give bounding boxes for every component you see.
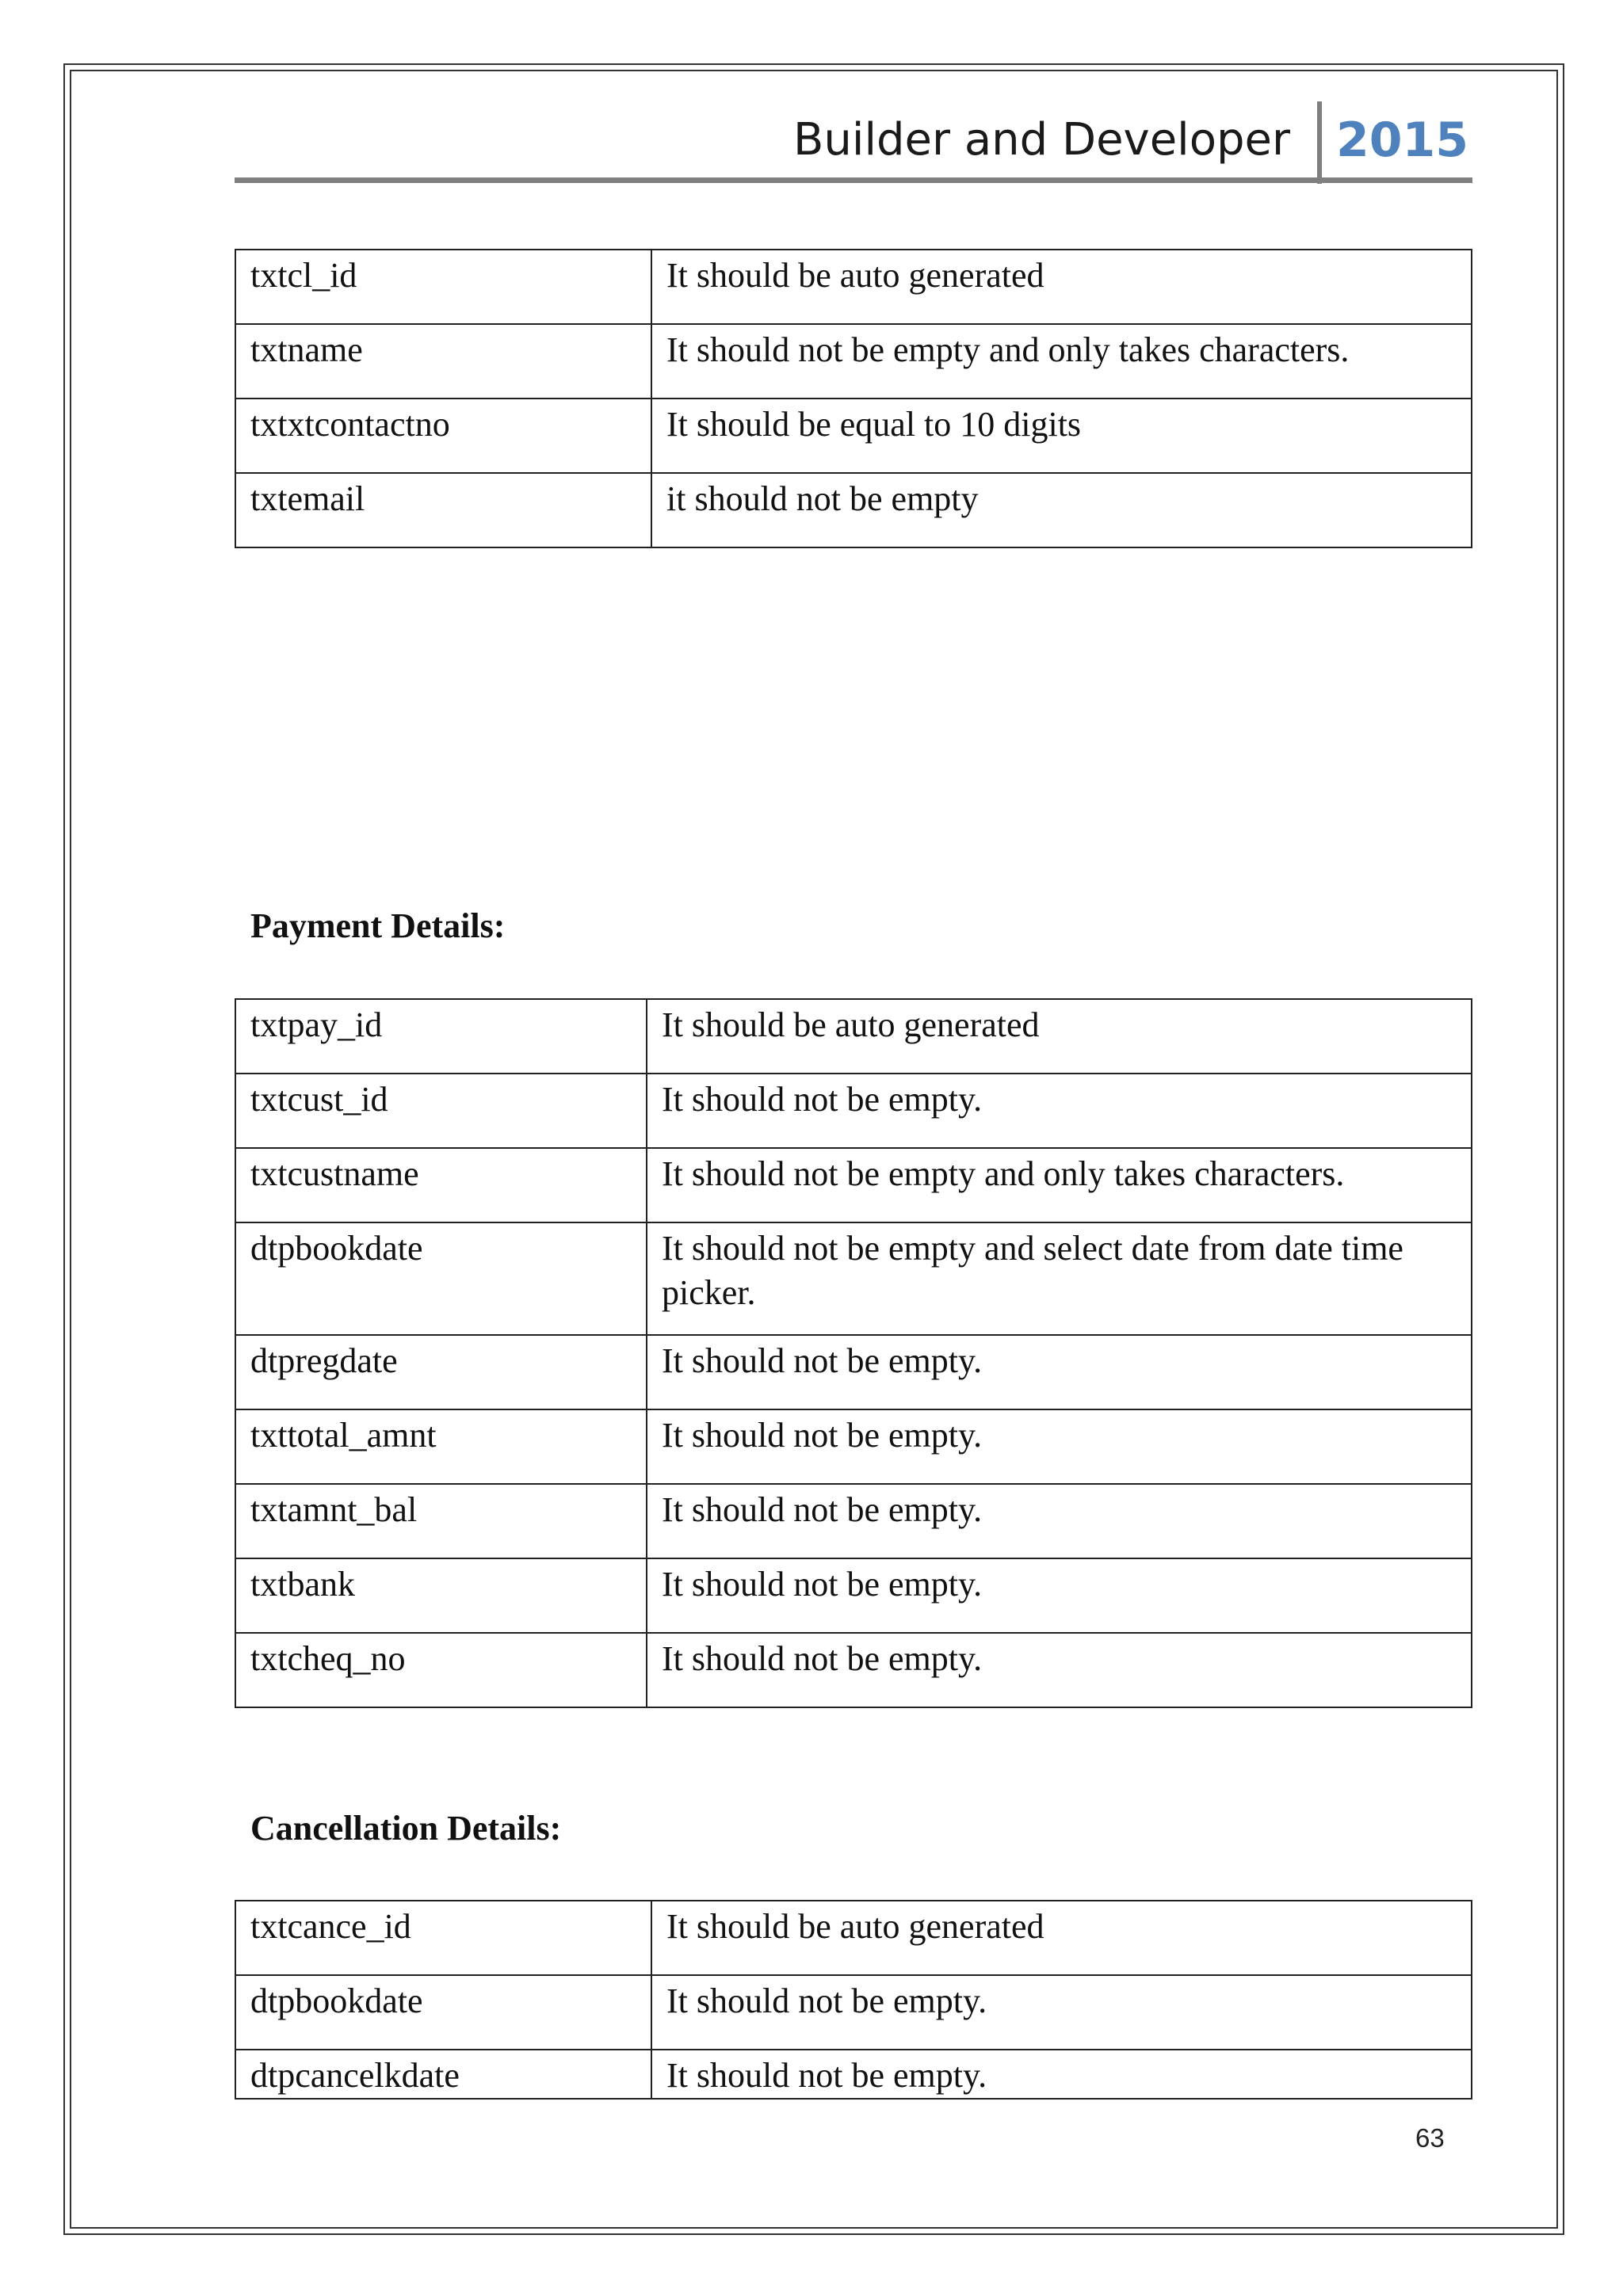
table-row (235, 1975, 1472, 2050)
validation-rule-cell: It should be auto generated (647, 999, 1472, 1074)
field-name-cell: dtpregdate (235, 1335, 647, 1409)
cancellation-details-table (235, 1900, 1472, 2100)
field-name-cell: txtcl_id (235, 250, 651, 324)
validation-rule-cell: It should be equal to 10 digits (651, 399, 1472, 473)
table-row (235, 2050, 1472, 2099)
table-row (235, 324, 1472, 399)
table-row (235, 1074, 1472, 1148)
field-name-cell: txtamnt_bal (235, 1484, 647, 1558)
validation-rule-cell: It should be auto generated (651, 250, 1472, 324)
field-name-cell: txtxtcontactno (235, 399, 651, 473)
validation-rule-cell: it should not be empty (651, 473, 1472, 547)
page-header (235, 100, 1472, 184)
validation-rule-cell: It should be auto generated (651, 1901, 1472, 1975)
validation-rule-cell: It should not be empty. (651, 2050, 1472, 2099)
document-year: 2015 (1336, 113, 1468, 168)
table-row (235, 1148, 1472, 1222)
header-rule (235, 177, 1472, 183)
validation-rule-cell: It should not be empty. (647, 1558, 1472, 1633)
field-name-cell: txtpay_id (235, 999, 647, 1074)
payment-details-table (235, 998, 1472, 1708)
table-row (235, 1901, 1472, 1975)
table-row (235, 1335, 1472, 1409)
validation-rule-cell: It should not be empty. (647, 1335, 1472, 1409)
field-name-cell: txtcance_id (235, 1901, 651, 1975)
header-divider (1317, 101, 1322, 184)
field-name-cell: txtcust_id (235, 1074, 647, 1148)
cancellation-details-heading: Cancellation Details: (250, 1809, 562, 1848)
table-row (235, 1633, 1472, 1707)
validation-rule-cell: It should not be empty. (647, 1633, 1472, 1707)
table-row (235, 250, 1472, 324)
payment-details-heading: Payment Details: (250, 906, 506, 945)
page-number: 63 (1415, 2123, 1445, 2153)
validation-rule-cell: It should not be empty. (647, 1484, 1472, 1558)
validation-rule-cell: It should not be empty. (647, 1409, 1472, 1484)
table-row (235, 1222, 1472, 1335)
validation-rule-cell: It should not be empty and only takes characters. (651, 324, 1472, 399)
field-name-cell: txtname (235, 324, 651, 399)
validation-rule-cell: It should not be empty. (647, 1074, 1472, 1148)
field-validation-table (235, 249, 1472, 548)
table-row (235, 1558, 1472, 1633)
field-name-cell: dtpbookdate (235, 1222, 647, 1335)
validation-rule-cell: It should not be empty and select date from date time picker. (647, 1222, 1472, 1335)
validation-rule-cell: It should not be empty and only takes characters. (647, 1148, 1472, 1222)
field-name-cell: dtpbookdate (235, 1975, 651, 2050)
table-row (235, 473, 1472, 547)
field-name-cell: txtcheq_no (235, 1633, 647, 1707)
field-name-cell: txtemail (235, 473, 651, 547)
field-name-cell: txttotal_amnt (235, 1409, 647, 1484)
field-name-cell: txtbank (235, 1558, 647, 1633)
table-row (235, 1484, 1472, 1558)
table-row (235, 999, 1472, 1074)
document-title: Builder and Developer (792, 114, 1290, 166)
field-name-cell: dtpcancelkdate (235, 2050, 651, 2099)
table-row (235, 1409, 1472, 1484)
validation-rule-cell: It should not be empty. (651, 1975, 1472, 2050)
table-row (235, 399, 1472, 473)
field-name-cell: txtcustname (235, 1148, 647, 1222)
